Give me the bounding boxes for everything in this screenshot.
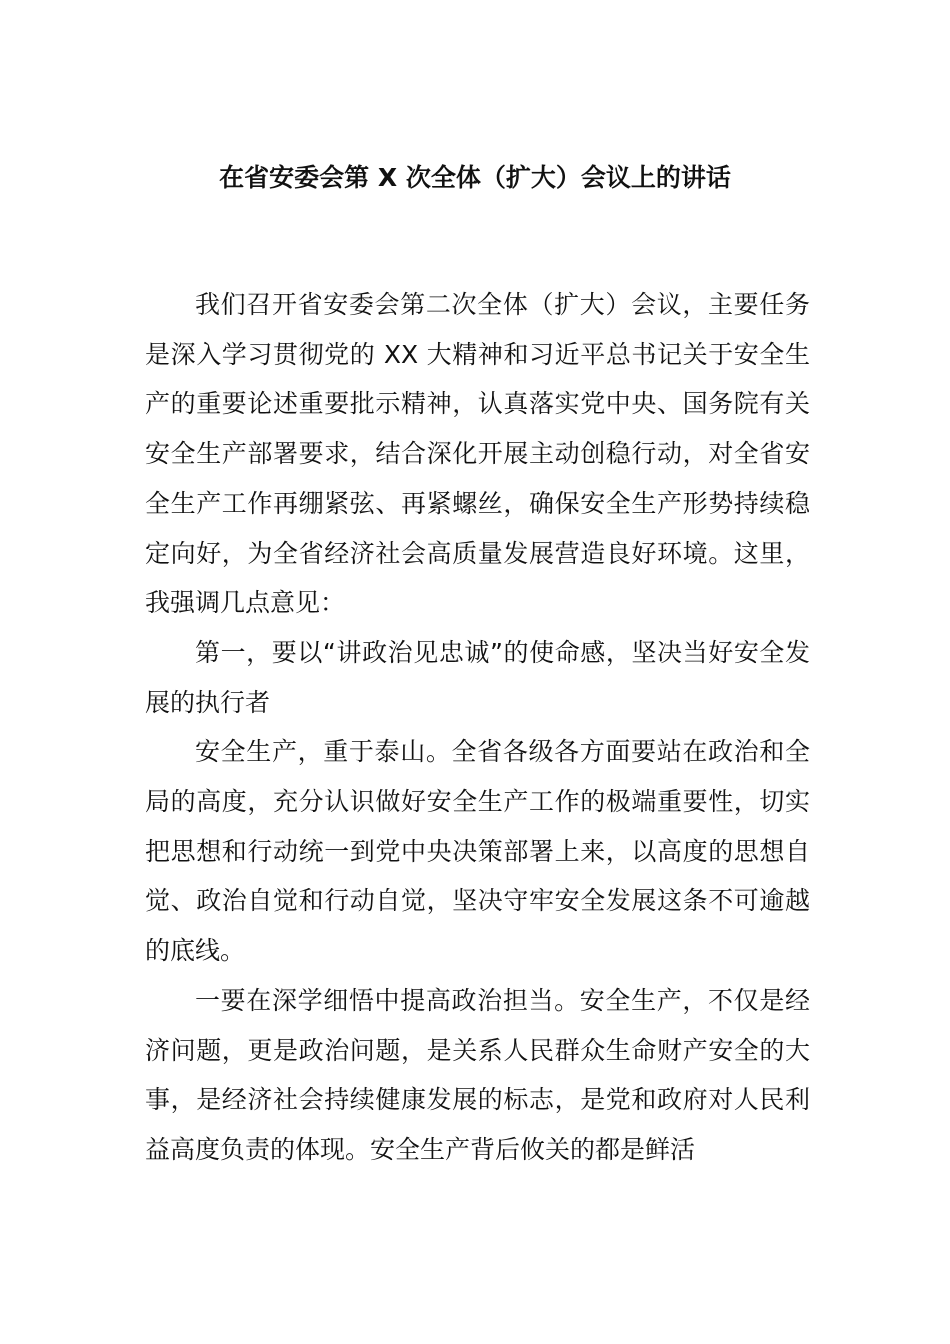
document-body [145, 280, 810, 1175]
paragraph-political-responsibility: 一要在深学细悟中提高政治担当。安全生产，不仅是经济问题，更是政治问题，是关系人民群众生命财产安全的大事，是经济社会持续健康发展的标志，是党和政府对人民利益高度负责的体现。安全生产背后攸关的都是鲜活 [145, 985, 810, 1164]
document-title: 在省安委会第 X 次全体（扩大）会议上的讲话 [219, 163, 731, 192]
paragraph-section-heading: 第一，要以“讲政治见忠诚”的使命感，坚决当好安全发展的执行者 [145, 637, 810, 717]
paragraph-safety-importance: 安全生产，重于泰山。全省各级各方面要站在政治和全局的高度，充分认识做好安全生产工作的极端重要性，切实把思想和行动统一到党中央决策部署上来，以高度的思想自觉、政治自觉和行动自觉，坚决守牢安全发展这条不可逾越的底线。 [145, 737, 810, 966]
paragraph-intro: 我们召开省安委会第二次全体（扩大）会议，主要任务是深入学习贯彻党的 XX 大精神和习近平总书记关于安全生产的重要论述重要批示精神，认真落实党中央、国务院有关安全生产部署要求，结合深化开展主动创稳行动，对全省安全生产工作再绷紧弦、再紧螺丝，确保安全生产形势持续稳定向好，为全省经济社会高质量发展营造良好环境。这里，我强调几点意见： [145, 290, 810, 618]
